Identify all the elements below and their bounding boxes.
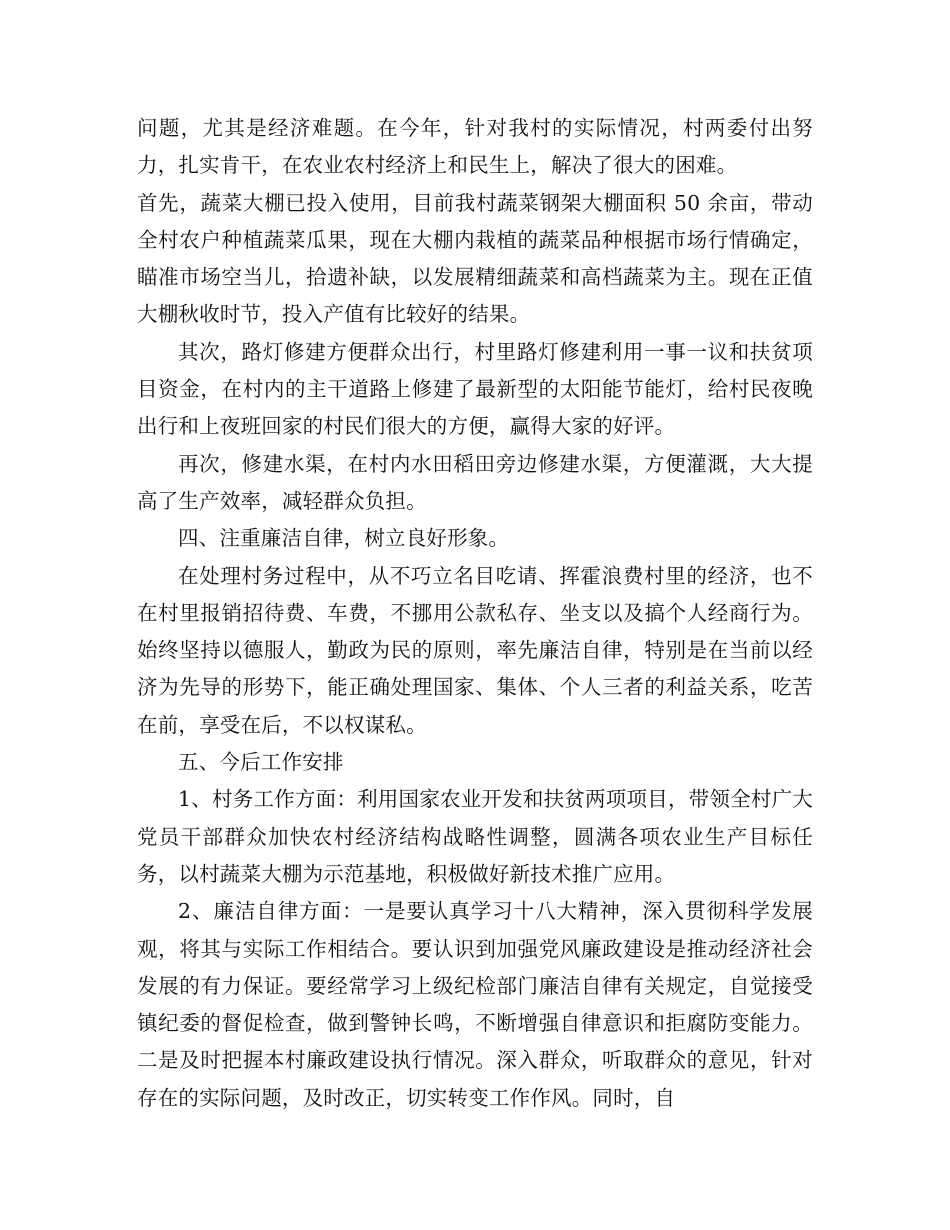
paragraph: 首先，蔬菜大棚已投入使用，目前我村蔬菜钢架大棚面积 50 余亩，带动全村农户种植蔬菜瓜果，现在大棚内栽植的蔬菜品种根据市场行情确定，瞄准市场空当儿，拾遗补缺，以发展精细蔬菜和高档蔬菜为主。现在正值大棚秋收时节，投入产值有比较好的结果。 <box>137 190 813 327</box>
paragraph: 1、村务工作方面：利用国家农业开发和扶贫两项项目，带领全村广大党员干部群众加快农村经济结构战略性调整，圆满各项农业生产目标任务，以村蔬菜大棚为示范基地，积极做好新技术推广应用。 <box>137 787 813 886</box>
paragraph: 2、廉洁自律方面：一是要认真学习十八大精神，深入贯彻科学发展观，将其与实际工作相结合。要认识到加强党风廉政建设是推动经济社会发展的有力保证。要经常学习上级纪检部门廉洁自律有关规定，自觉接受镇纪委的督促检查，做到警钟长鸣，不断增强自律意识和拒腐防变能力。二是及时把握本村廉政建设执行情况。深入群众，听取群众的意见，针对存在的实际问题，及时改正，切实转变工作作风。同时，自 <box>137 899 813 1110</box>
document-body <box>137 110 813 1117</box>
paragraph: 在处理村务过程中，从不巧立名目吃请、挥霍浪费村里的经济，也不在村里报销招待费、车费，不挪用公款私存、坐支以及搞个人经商行为。始终坚持以德服人，勤政为民的原则，率先廉洁自律，特别是在当前以经济为先导的形势下，能正确处理国家、集体、个人三者的利益关系，吃苦在前，享受在后，不以权谋私。 <box>137 563 813 737</box>
section-heading: 五、今后工作安排 <box>178 750 344 775</box>
paragraph: 其次，路灯修建方便群众出行，村里路灯修建利用一事一议和扶贫项目资金，在村内的主干道路上修建了最新型的太阳能节能灯，给村民夜晚出行和上夜班回家的村民们很大的方便，赢得大家的好评。 <box>137 339 813 439</box>
paragraph: 再次，修建水渠，在村内水田稻田旁边修建水渠，方便灌溉，大大提高了生产效率，减轻群众负担。 <box>137 451 813 513</box>
section-heading: 四、注重廉洁自律，树立良好形象。 <box>178 526 510 551</box>
paragraph: 问题，尤其是经济难题。在今年，针对我村的实际情况，村两委付出努力，扎实肯干，在农业农村经济上和民生上，解决了很大的困难。 <box>137 116 813 178</box>
